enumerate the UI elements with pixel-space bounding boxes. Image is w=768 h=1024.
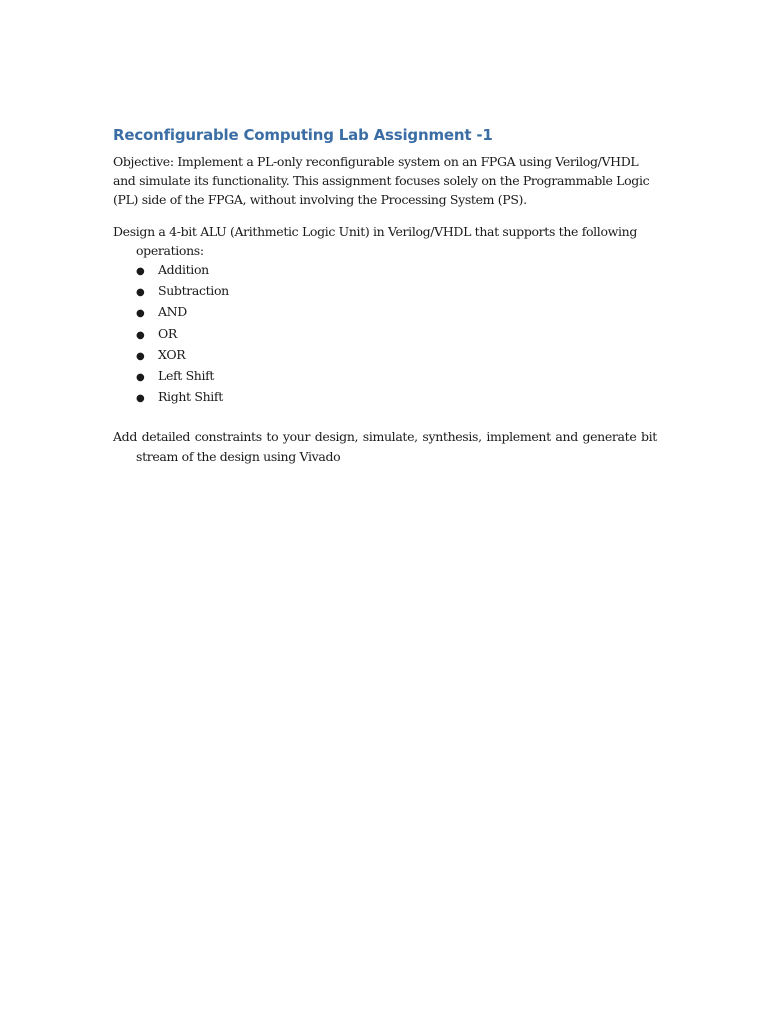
list-item — [113, 387, 657, 408]
operation-label: Right Shift — [158, 389, 223, 405]
list-item — [113, 345, 657, 366]
bullet-icon: ● — [136, 287, 145, 299]
list-item — [113, 260, 657, 281]
bullet-icon: ● — [136, 372, 145, 384]
list-item — [113, 302, 657, 323]
bullet-icon: ● — [136, 308, 145, 320]
bullet-icon: ● — [136, 393, 145, 405]
operation-label: AND — [158, 304, 187, 320]
assignment-title: Reconfigurable Computing Lab Assignment -1 — [113, 126, 493, 144]
objective-paragraph: Objective: Implement a PL-only reconfigurable system on an FPGA using Verilog/VHDL and simulate its functionality. This assignment focuses solely on the Programmable Logic (PL) side of the FPGA, without involving the Processing System (PS). — [113, 154, 650, 208]
list-item — [113, 366, 657, 387]
operation-label: OR — [158, 325, 177, 341]
list-item — [113, 324, 657, 345]
operation-label: Subtraction — [158, 283, 229, 299]
operations-list — [113, 260, 657, 408]
bullet-icon: ● — [136, 329, 145, 341]
bullet-icon: ● — [136, 350, 145, 362]
operation-label: Left Shift — [158, 368, 215, 384]
operation-label: XOR — [158, 346, 186, 362]
bullet-icon: ● — [136, 266, 145, 278]
paragraph-spacer — [113, 408, 657, 427]
design-intro-paragraph: Design a 4-bit ALU (Arithmetic Logic Unit) in Verilog/VHDL that supports the following operations: — [113, 223, 637, 258]
closing-paragraph: Add detailed constraints to your design, simulate, synthesis, implement and generate bit stream of the design using Vivado — [113, 429, 657, 464]
operation-label: Addition — [158, 262, 209, 278]
list-item — [113, 281, 657, 302]
document-content — [113, 124, 657, 466]
